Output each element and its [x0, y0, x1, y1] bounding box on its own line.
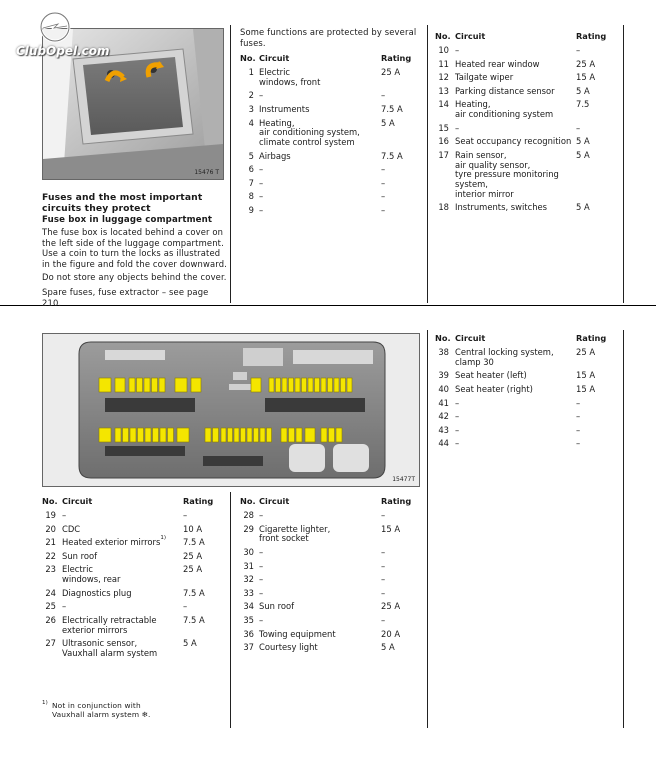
fuse-rating: 25 A — [183, 564, 203, 575]
fuse-circuit: front socket — [259, 533, 309, 544]
fuse-circuit: Heating, — [455, 99, 491, 110]
fuse-circuit: Sun roof — [62, 550, 98, 561]
fuse — [145, 428, 151, 442]
fuse-circuit: Heating, — [259, 117, 295, 128]
fuse — [213, 428, 219, 442]
fuse-number: 15 — [438, 122, 449, 133]
fuse-number: 22 — [45, 550, 56, 561]
footnote-mark: 1) — [42, 700, 48, 706]
column-header-no: No. — [435, 333, 451, 343]
fuse-circuit: – — [259, 191, 264, 202]
column-header-rating: Rating — [576, 31, 607, 41]
fuse-number: 32 — [243, 574, 254, 585]
fuse-circuit: tyre pressure monitoring — [455, 169, 559, 180]
fuse-rating: 25 A — [183, 550, 203, 561]
fuse — [130, 428, 136, 442]
fuse-number: 31 — [243, 560, 254, 571]
fuse-rating: – — [576, 424, 581, 435]
fuse — [254, 428, 259, 442]
column-header-circuit: Circuit — [259, 496, 290, 506]
fuse — [289, 428, 295, 442]
intro-paragraph: The fuse box is located behind a cover on the left side of the luggage compartment. Use a coin to turn the locks as illustrated in the figure and fold the cover downward. — [42, 227, 227, 269]
fuse-rating: – — [183, 601, 188, 612]
fuse-rating: 5 A — [576, 136, 590, 147]
fuse — [115, 378, 125, 392]
fuse-rating: 7.5 A — [183, 537, 205, 548]
fuse-rating: – — [381, 546, 386, 557]
fuse-circuit: Seat heater (right) — [455, 383, 533, 394]
fuse-number: 2 — [248, 90, 254, 101]
fuse-number: 26 — [45, 614, 56, 625]
fuse — [281, 428, 287, 442]
fuse-circuit: system, — [455, 178, 488, 189]
fuse-circuit: Rain sensor, — [455, 149, 507, 160]
fuse-rating: – — [381, 587, 386, 598]
fuse-circuit: – — [259, 574, 264, 585]
fuse-number: 7 — [248, 177, 254, 188]
fuse-rating: 25 A — [381, 601, 401, 612]
fuse — [234, 428, 239, 442]
fuse — [308, 378, 313, 392]
fuse — [99, 428, 111, 442]
fuse-number: 24 — [45, 587, 56, 598]
column-header-rating: Rating — [381, 53, 412, 63]
fuse-circuit: exterior mirrors — [62, 624, 128, 635]
fuse-number: 11 — [438, 58, 449, 69]
fuse-number: 25 — [45, 601, 56, 612]
fuse-number: 1 — [248, 67, 254, 77]
fuse-circuit: Instruments, switches — [455, 202, 548, 213]
fuse — [341, 378, 346, 392]
column-rule-bottom-1 — [230, 492, 231, 728]
column-header-rating: Rating — [381, 496, 412, 506]
fuse-rating: 15 A — [576, 72, 596, 83]
fuse-circuit: Heated rear window — [455, 58, 540, 69]
fuse — [282, 378, 287, 392]
fuse-rating: – — [381, 204, 386, 215]
fuse-number: 19 — [45, 510, 56, 520]
fuse — [276, 378, 281, 392]
fuse-rating: 20 A — [381, 628, 401, 639]
fuse-rating: 5 A — [576, 85, 590, 96]
fuse-rating: 7.5 A — [183, 614, 205, 625]
fuse-circuit: windows, front — [259, 76, 321, 87]
footnote-line-2: Vauxhall alarm system ❄. — [52, 710, 151, 719]
fuse-rating: – — [381, 510, 386, 520]
fuse — [347, 378, 352, 392]
fuse-box-diagram — [43, 334, 419, 486]
fuse-rating: – — [381, 164, 386, 175]
fuse-circuit: – — [455, 438, 460, 449]
fuse-box-figure-number: 15477T — [392, 476, 415, 483]
fuse-circuit: – — [455, 45, 460, 55]
fuse — [159, 378, 165, 392]
fuse-number: 35 — [243, 614, 254, 625]
fuse-circuit: – — [259, 546, 264, 557]
fuse-circuit: – — [455, 411, 460, 422]
fuse-rating: 7.5 A — [381, 150, 403, 161]
column-rule-bottom-2 — [427, 330, 428, 728]
fuse-circuit: – — [259, 510, 264, 520]
fuse-rating: – — [381, 574, 386, 585]
fuse-number: 18 — [438, 202, 449, 213]
column-header-rating: Rating — [183, 496, 214, 506]
fuse-number: 42 — [438, 411, 449, 422]
fuse-number: 29 — [243, 523, 254, 534]
column-header-circuit: Circuit — [455, 31, 486, 41]
fuse — [251, 378, 261, 392]
column-header-no: No. — [435, 31, 451, 41]
fuse — [168, 428, 174, 442]
fuse — [315, 378, 320, 392]
fuse-number: 28 — [243, 510, 254, 520]
fuse-rating: 15 A — [576, 370, 596, 381]
fuse-rating: 5 A — [381, 117, 395, 128]
fuse — [160, 428, 166, 442]
fuse-circuit: interior mirror — [455, 188, 514, 199]
fuse-circuit: air quality sensor, — [455, 159, 531, 170]
fuse — [302, 378, 307, 392]
clubopel-logo — [38, 10, 72, 44]
fuse — [129, 378, 135, 392]
fuse — [328, 378, 333, 392]
fuse-number: 20 — [45, 523, 56, 534]
fuse — [267, 428, 272, 442]
fuse-number: 38 — [438, 347, 449, 357]
fuse — [153, 428, 159, 442]
fuse — [247, 428, 252, 442]
fuse — [138, 428, 144, 442]
fuse-number: 44 — [438, 438, 449, 449]
fuse-circuit: Electric — [62, 564, 94, 575]
fuse-rating: – — [381, 614, 386, 625]
fuse-rating: 7.5 — [576, 99, 590, 110]
fuse-circuit: Central locking system, — [455, 347, 554, 357]
fuse — [221, 428, 226, 442]
fuse-rating: – — [381, 560, 386, 571]
watermark-text: ClubOpel.com — [16, 44, 110, 58]
fuse-number: 37 — [243, 642, 254, 653]
fuse-circuit: – — [259, 204, 264, 215]
fuse-number: 40 — [438, 383, 449, 394]
fuse-box-photo — [42, 333, 420, 487]
caution-paragraph: Do not store any objects behind the cover. — [42, 272, 227, 282]
fuse-number: 10 — [438, 45, 449, 55]
several-fuses-note: Some functions are protected by several fuses. — [240, 27, 417, 48]
fuse-number: 5 — [248, 150, 254, 161]
fuse-number: 9 — [248, 204, 254, 215]
footnote-line-1: Not in conjunction with — [52, 701, 141, 710]
fuse-circuit: – — [455, 424, 460, 435]
fuse-circuit: Vauxhall alarm system — [62, 647, 158, 658]
fuse-number: 34 — [243, 601, 254, 612]
fuse — [241, 428, 246, 442]
fuse-number: 12 — [438, 72, 449, 83]
fuse-number: 21 — [45, 537, 56, 548]
fuse — [321, 378, 326, 392]
fuse-rating: 15 A — [576, 383, 596, 394]
fuse-circuit: – — [62, 601, 67, 612]
fuse-circuit: – — [259, 587, 264, 598]
section-heading: Fuses and the most important circuits they protect — [42, 192, 203, 214]
column-header-no: No. — [240, 53, 256, 63]
fuse-number: 27 — [45, 638, 56, 649]
fuse-rating: 5 A — [381, 642, 395, 653]
fuse-circuit: Tailgate wiper — [455, 72, 514, 83]
fuse-number: 3 — [248, 103, 254, 114]
fuse-rating: 7.5 A — [381, 103, 403, 114]
fuse-circuit: Cigarette lighter, — [259, 523, 331, 534]
column-header-rating: Rating — [576, 333, 607, 343]
fuse-circuit: – — [259, 614, 264, 625]
fuse-rating: 25 A — [576, 58, 596, 69]
fuse — [321, 428, 327, 442]
fuse-circuit: Heated exterior mirrors$^{1)}$ — [62, 535, 167, 548]
fuse-circuit: climate control system — [259, 136, 355, 147]
fuse-circuit: – — [62, 510, 67, 520]
column-rule-top-2 — [427, 25, 428, 303]
fuse-circuit: Ultrasonic sensor, — [62, 638, 138, 649]
fuse-circuit: – — [259, 560, 264, 571]
column-rule-bottom-3 — [623, 330, 624, 728]
fuse-number: 16 — [438, 136, 449, 147]
fuse-circuit: windows, rear — [62, 574, 121, 585]
fuse-rating: 7.5 A — [183, 587, 205, 598]
fuse-number: 41 — [438, 397, 449, 408]
fuse — [137, 378, 143, 392]
figure-number: 15476 T — [194, 169, 219, 176]
fuse-number: 23 — [45, 564, 56, 575]
column-rule-top-1 — [230, 25, 231, 303]
fuse-circuit: – — [259, 177, 264, 188]
column-header-circuit: Circuit — [62, 496, 93, 506]
fuse-circuit: Airbags — [259, 150, 291, 161]
fuse — [296, 428, 302, 442]
fuse-rating: – — [381, 90, 386, 101]
fuse — [269, 378, 274, 392]
fuse-rating: – — [381, 191, 386, 202]
fuse-rating: – — [576, 45, 581, 55]
fuse-rating: – — [381, 177, 386, 188]
fuse-number: 30 — [243, 546, 254, 557]
fuse-rating: – — [183, 510, 188, 520]
fuse — [289, 378, 294, 392]
fuse-circuit: Courtesy light — [259, 642, 318, 653]
fuse-number: 14 — [438, 99, 449, 110]
fuse-rating: 5 A — [576, 202, 590, 213]
fuse — [305, 428, 315, 442]
fuse-circuit: Electrically retractable — [62, 614, 157, 625]
column-header-circuit: Circuit — [259, 53, 290, 63]
fuse-circuit: clamp 30 — [455, 356, 494, 367]
footnote-reference: 1) — [160, 535, 167, 542]
fuse-circuit: – — [455, 397, 460, 408]
fuse-rating: 5 A — [183, 638, 197, 649]
fuse-number: 33 — [243, 587, 254, 598]
fuse-circuit: Electric — [259, 67, 291, 77]
fuse-rating: – — [576, 411, 581, 422]
fuse — [205, 428, 211, 442]
fuse-circuit: – — [455, 122, 460, 133]
fuse-number: 39 — [438, 370, 449, 381]
fuse-number: 17 — [438, 149, 449, 160]
fuse — [99, 378, 111, 392]
fuse-circuit: Towing equipment — [259, 628, 336, 639]
subheading: Fuse box in luggage compartment — [42, 215, 213, 225]
fuse-number: 43 — [438, 424, 449, 435]
fuse — [123, 428, 129, 442]
fuse-rating: 5 A — [576, 149, 590, 160]
fuse — [115, 428, 121, 442]
fuse-rating: – — [576, 122, 581, 133]
fuse — [175, 378, 187, 392]
fuse-circuit: Parking distance sensor — [455, 85, 555, 96]
fuse — [144, 378, 150, 392]
fuse — [336, 428, 342, 442]
fuse-circuit: Instruments — [259, 103, 310, 114]
fuse-rating: 25 A — [381, 67, 401, 77]
fuse — [295, 378, 300, 392]
fuse-rating: 10 A — [183, 523, 203, 534]
fuse-rating: – — [576, 438, 581, 449]
column-header-circuit: Circuit — [455, 333, 486, 343]
fuse-number: 13 — [438, 85, 449, 96]
spare-fuses-paragraph: Spare fuses, fuse extractor – see page 210. — [42, 287, 209, 308]
column-rule-top-3 — [623, 25, 624, 303]
fuse-number: 6 — [248, 164, 254, 175]
fuse-circuit: CDC — [62, 523, 81, 534]
fuse-circuit: air conditioning system — [455, 109, 554, 120]
fuse-circuit: Sun roof — [259, 601, 295, 612]
fuse-circuit: – — [259, 90, 264, 101]
fuse-circuit: Seat occupancy recognition — [455, 136, 572, 147]
fuse — [228, 428, 233, 442]
fuse-rating: 25 A — [576, 347, 596, 357]
fuse-number: 8 — [248, 191, 254, 202]
opel-logo-icon — [38, 10, 72, 44]
fuse — [334, 378, 339, 392]
fuse — [152, 378, 158, 392]
fuse — [260, 428, 265, 442]
fuse-circuit: Seat heater (left) — [455, 370, 527, 381]
fuse-circuit: air conditioning system, — [259, 127, 360, 138]
fuse-circuit: Diagnostics plug — [62, 587, 132, 598]
column-header-no: No. — [240, 496, 256, 506]
fuse-number: 36 — [243, 628, 254, 639]
column-header-no: No. — [42, 496, 58, 506]
fuse — [177, 428, 189, 442]
fuse-circuit: – — [259, 164, 264, 175]
fuse-rating: – — [576, 397, 581, 408]
fuse — [191, 378, 201, 392]
fuse — [329, 428, 335, 442]
fuse-number: 4 — [248, 117, 254, 128]
fuse-rating: 15 A — [381, 523, 401, 534]
